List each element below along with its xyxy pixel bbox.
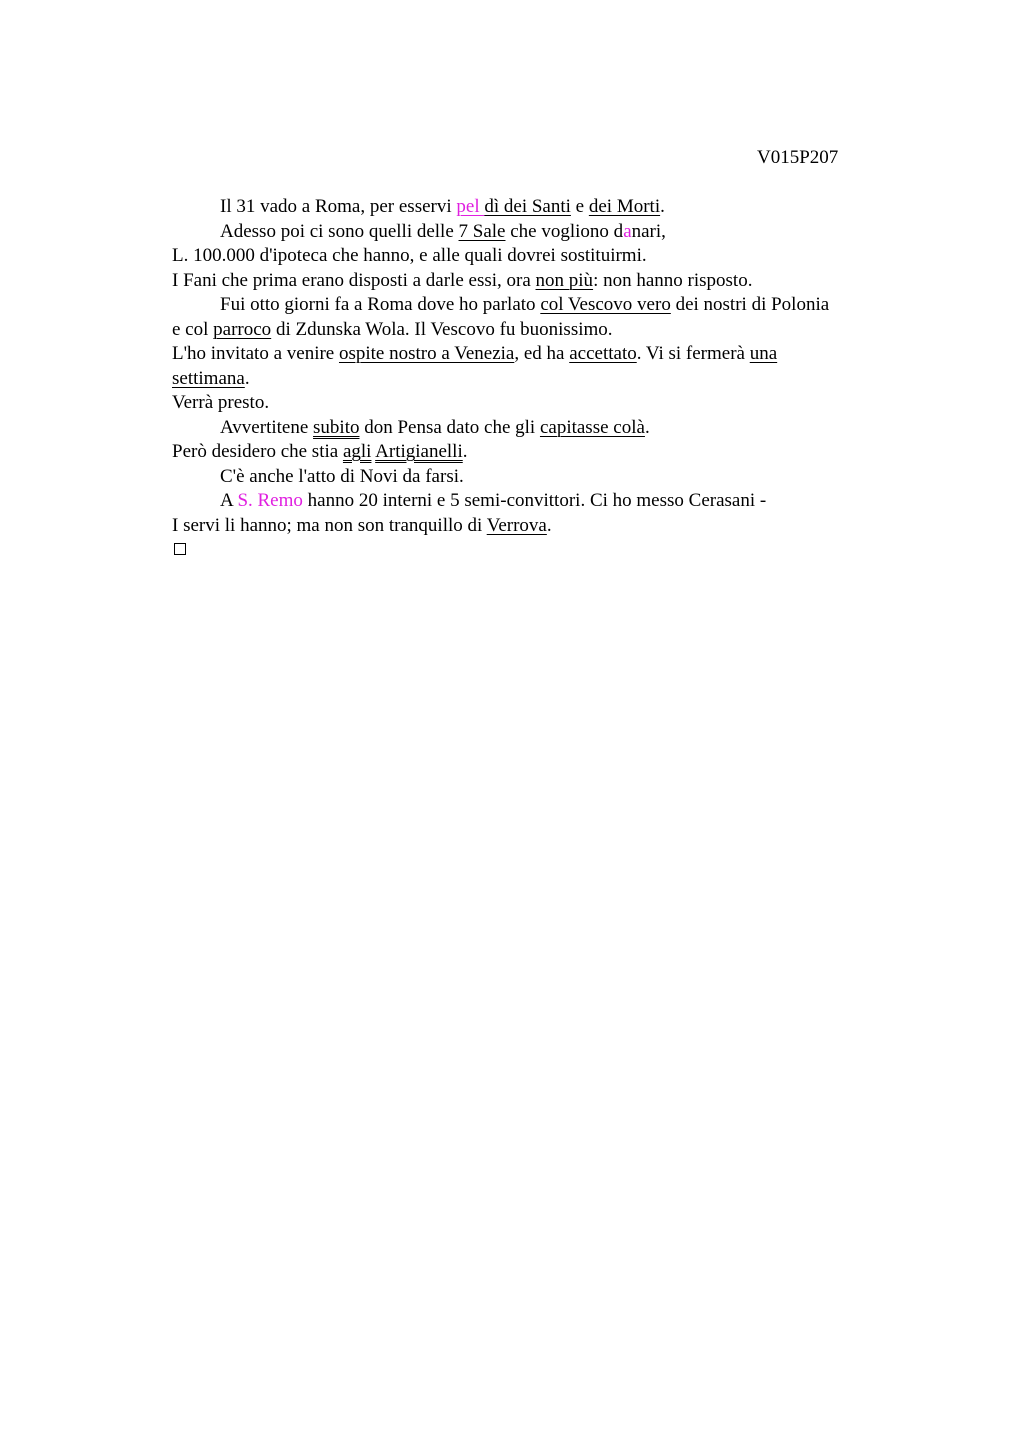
text-segment: Artigianelli [375, 441, 463, 462]
text-segment: una [749, 343, 778, 364]
text-segment: L'ho invitato a venire [172, 343, 339, 364]
text-segment: a [623, 220, 632, 242]
text-line [172, 416, 892, 441]
text-segment: Fui otto giorni fa a Roma dove ho parlato [220, 294, 541, 315]
letter-lines [172, 195, 892, 538]
end-of-text-marker [172, 538, 892, 563]
text-line [172, 244, 892, 269]
text-segment: Verrà presto. [172, 392, 270, 413]
text-segment: L. 100.000 d'ipoteca che hanno, e alle quali dovrei sostituirmi. [172, 245, 647, 266]
text-segment: . [660, 196, 665, 217]
text-segment: . [644, 416, 650, 438]
text-line [172, 195, 892, 220]
text-segment: dì dei Santi [484, 196, 571, 217]
text-line [172, 220, 892, 245]
text-segment: Avvertitene [220, 416, 314, 438]
text-line [172, 342, 892, 367]
text-segment: hanno 20 interni e 5 semi-convittori. Ci ho messo Cerasani - [302, 490, 767, 511]
text-line [172, 269, 892, 294]
text-segment: : non hanno risposto. [593, 269, 753, 291]
text-segment: e col [172, 318, 214, 340]
text-segment: A [220, 490, 238, 511]
text-segment: ospite nostro a Venezia [338, 343, 515, 364]
text-segment: Verrova [486, 514, 547, 536]
text-segment: S. Remo [237, 490, 303, 511]
text-line [172, 440, 892, 465]
text-segment: . [462, 441, 468, 462]
text-segment: settimana [172, 367, 245, 389]
page-reference: V015P207 [757, 147, 839, 168]
text-segment: Adesso poi ci sono quelli delle [220, 220, 459, 242]
text-segment: I Fani che prima erano disposti a darle essi, ora [172, 269, 536, 291]
text-line [172, 514, 892, 539]
text-line [172, 318, 892, 343]
text-segment: I servi li hanno; ma non son tranquillo di [172, 514, 487, 536]
letter-body [172, 195, 892, 563]
text-segment: che vogliono d [505, 220, 624, 242]
square-icon [174, 543, 186, 555]
text-segment: . Vi si fermerà [636, 343, 750, 364]
text-segment: Il 31 vado a Roma, per esservi [220, 196, 457, 217]
text-line [172, 489, 892, 514]
text-segment: nari, [631, 220, 666, 242]
text-segment: col Vescovo vero [540, 294, 671, 315]
text-segment: e [570, 196, 589, 217]
text-segment: Però desidero che stia [172, 441, 343, 462]
text-segment: agli [342, 441, 372, 462]
text-segment: pel [456, 196, 485, 217]
text-segment: dei nostri di Polonia [670, 294, 830, 315]
text-line [172, 391, 892, 416]
text-segment: 7 Sale [458, 220, 506, 242]
text-segment: . [546, 514, 552, 536]
text-segment: accettato [569, 343, 637, 364]
text-line [172, 293, 892, 318]
text-line [172, 465, 892, 490]
text-segment: subito [313, 416, 360, 438]
text-segment: C'è anche l'atto di Novi da farsi. [220, 465, 464, 487]
text-segment: don Pensa dato che gli [359, 416, 540, 438]
text-segment: parroco [213, 318, 272, 340]
text-segment: , ed ha [514, 343, 570, 364]
text-segment: non più [535, 269, 594, 291]
text-segment: . [244, 367, 250, 389]
text-segment: di Zdunska Wola. Il Vescovo fu buonissimo. [271, 318, 613, 340]
text-segment: dei Morti [588, 196, 661, 217]
text-segment: capitasse colà [539, 416, 645, 438]
text-line [172, 367, 892, 392]
